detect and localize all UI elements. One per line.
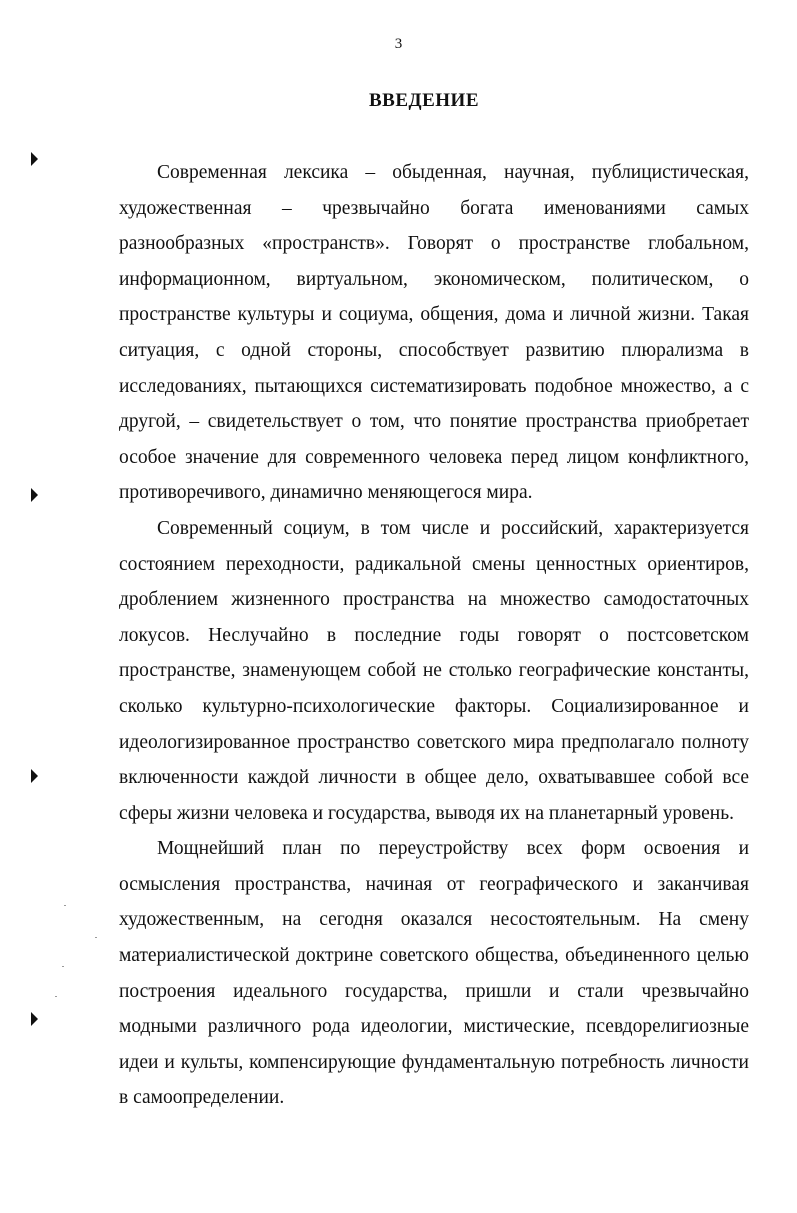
scan-speck [62,966,64,967]
margin-mark [31,488,38,502]
scan-speck [64,905,66,906]
margin-mark [31,152,38,166]
scan-speck [95,937,97,938]
paragraph: Мощнейший план по переустройству всех форм освоения и осмысления пространства, начиная от географического и заканчивая художественным, на сегодня оказался несостоятельным. На смену материалистической доктрине советского общества, объединенного целью построения идеального государства, пришли и стали чрезвычайно модными различного рода идеологии, мистические, псевдорелигиозные идеи и культы, компенсирующие фундаментальную потребность личности в самоопределении. [119,838,749,1109]
page-number: 3 [394,36,403,52]
scan-speck [55,996,57,997]
margin-mark [31,769,38,783]
page-title: ВВЕДЕНИЕ [369,90,479,111]
paragraph: Современный социум, в том числе и российский, характеризуется состоянием переходности, радикальной смены ценностных ориентиров, дроблением жизненного пространства на множество самодостаточных локусов. Неслучайно в последние годы говорят о постсоветском пространстве, знаменующем собой не столько географические константы, сколько культурно-психологические факторы. Социализированное и идеологизированное пространство советского мира предполагало полноту включенности каждой личности в общее дело, охватывавшее собой все сферы жизни человека и государства, выводя их на планетарный уровень. [119,517,749,824]
paragraph: Современная лексика – обыденная, научная, публицистическая, художественная – чрезвычайно богата именованиями самых разнообразных «пространств». Говорят о пространстве глобальном, информационном, виртуальном, экономическом, политическом, о пространстве культуры и социума, общения, дома и личной жизни. Такая ситуация, с одной стороны, способствует развитию плюрализма в исследованиях, пытающихся систематизировать подобное множество, а с другой, – свидетельствует о том, что понятие пространства приобретает особое значение для современного человека перед лицом конфликтного, противоречивого, динамично меняющегося мира. [119,162,749,504]
margin-mark [31,1012,38,1026]
body-text [119,155,749,1116]
